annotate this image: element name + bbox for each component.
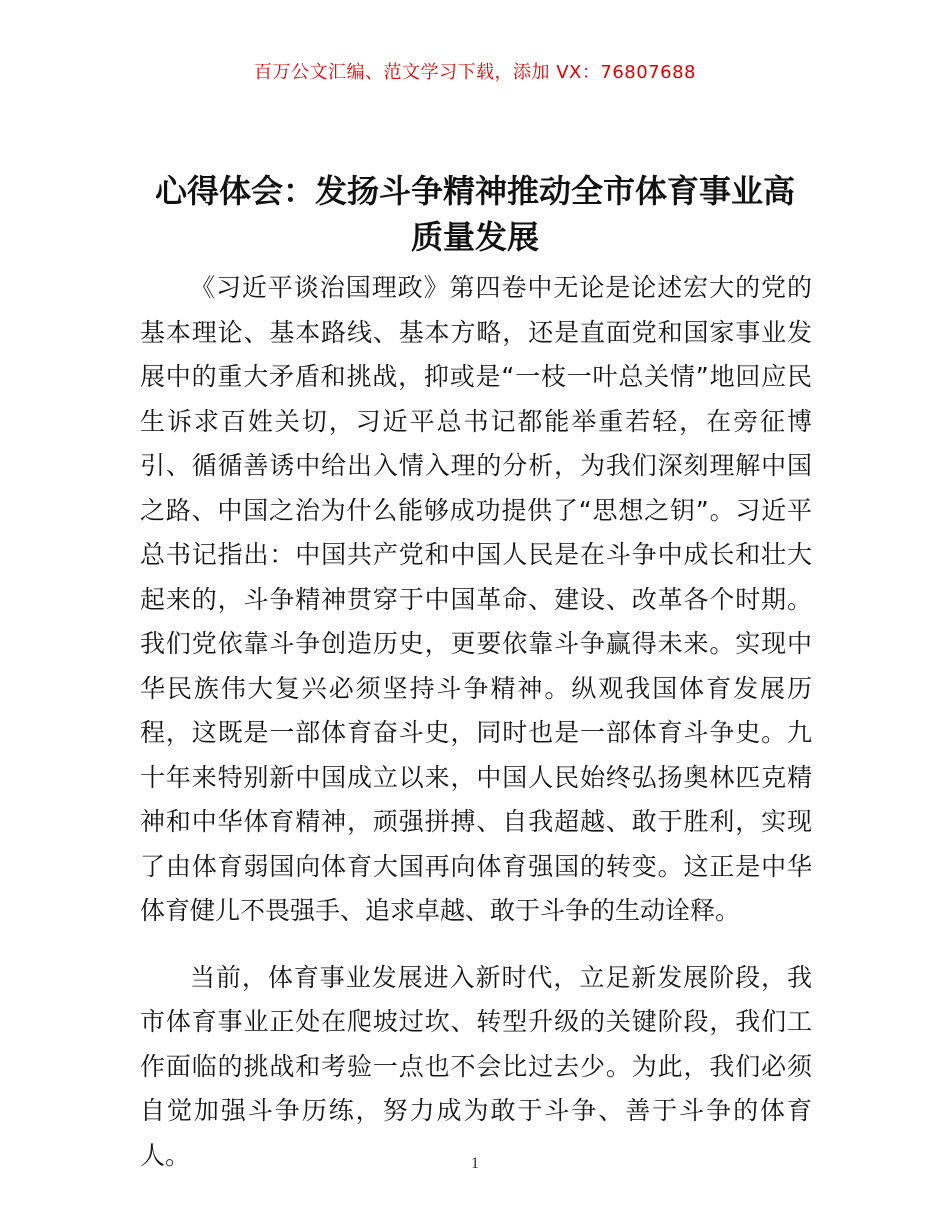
document-body	[140, 266, 812, 1178]
header-watermark-note: 百万公文汇编、范文学习下载，添加 VX：76807688	[254, 62, 696, 83]
paragraph: 《习近平谈治国理政》第四卷中无论是论述宏大的党的基本理论、基本路线、基本方略，还是直面党和国家事业发展中的重大矛盾和挑战，抑或是“一枝一叶总关情”地回应民生诉求百姓关切，习近平总书记都能举重若轻，在旁征博引、循循善诱中给出入情入理的分析，为我们深刻理解中国之路、中国之治为什么能够成功提供了“思想之钥”。习近平总书记指出：中国共产党和中国人民是在斗争中成长和壮大起来的，斗争精神贯穿于中国革命、建设、改革各个时期。我们党依靠斗争创造历史，更要依靠斗争赢得未来。实现中华民族伟大复兴必须坚持斗争精神。纵观我国体育发展历程，这既是一部体育奋斗史，同时也是一部体育斗争史。九十年来特别新中国成立以来，中国人民始终弘扬奥林匹克精神和中华体育精神，顽强拼搏、自我超越、敢于胜利，实现了由体育弱国向体育大国再向体育强国的转变。这正是中华体育健儿不畏强手、追求卓越、敢于斗争的生动诠释。	[140, 273, 812, 925]
paragraph: 当前，体育事业发展进入新时代，立足新发展阶段，我市体育事业正处在爬坡过坎、转型升级的关键阶段，我们工作面临的挑战和考验一点也不会比过去少。为此，我们必须自觉加强斗争历练，努力成为敢于斗争、善于斗争的体育人。	[140, 962, 812, 1170]
document-title: 心得体会：发扬斗争精神推动全市体育事业高质量发展	[154, 172, 795, 256]
page-number: 1	[471, 1155, 479, 1172]
